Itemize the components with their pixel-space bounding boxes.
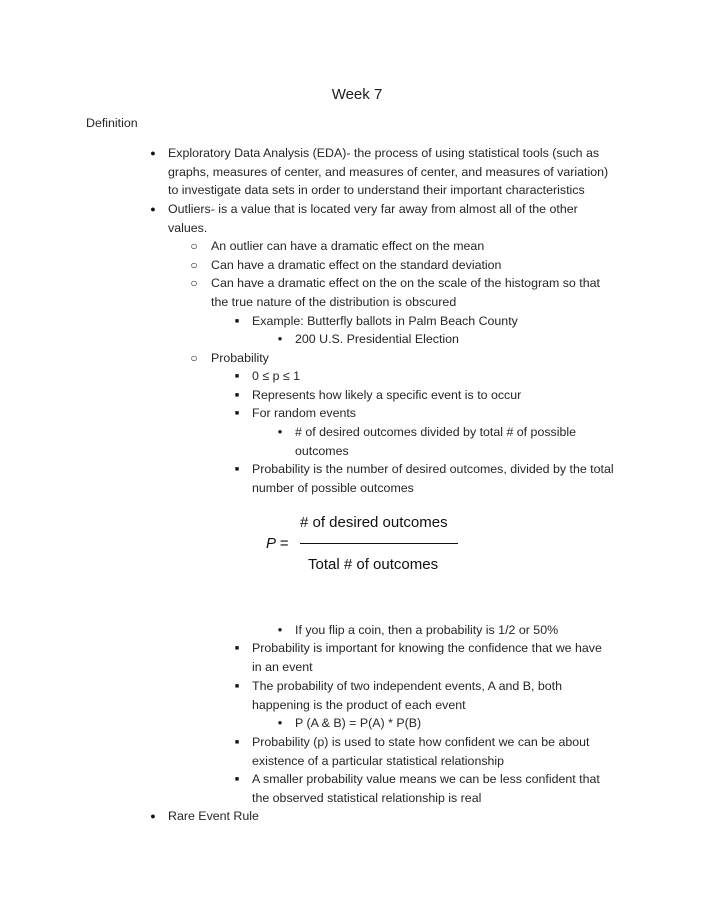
list-item-text: to investigate data sets in order to understand their important characteristics (168, 183, 585, 198)
list-item-pvalue (234, 733, 652, 770)
list-item-election (277, 330, 655, 349)
list-item-eda (150, 144, 638, 200)
list-item-text: P (A & B) = P(A) * P(B) (295, 716, 422, 730)
list-item-text: Rare Event Rule (168, 809, 259, 823)
formula-lhs: P = (266, 535, 289, 552)
list-item-coin (277, 621, 655, 640)
fraction-bar (300, 543, 458, 544)
list-item-outliers (150, 200, 638, 237)
list-item-random (234, 404, 652, 423)
list-item-text: the observed statistical relationship is real (252, 790, 482, 805)
list-item-rare-event (150, 807, 638, 826)
bullet-disc-icon: ● (150, 148, 156, 158)
list-item-example (234, 312, 652, 331)
list-item-desired (277, 423, 655, 460)
bullet-disc-icon: ● (277, 718, 283, 727)
bullet-square-icon: ■ (234, 392, 240, 399)
bullet-square-icon: ■ (234, 373, 240, 380)
list-item-text: Probability is important for knowing the confidence that we have (252, 641, 602, 655)
list-item-text: The probability of two independent events, A and B, both (252, 679, 562, 693)
list-item-text: Outliers- is a value that is located very far away from almost all of the other (168, 202, 578, 216)
list-item-independent (234, 677, 652, 714)
bullet-circle-icon: ○ (190, 258, 198, 272)
list-item-text: values. (168, 220, 208, 235)
list-item-text: number of possible outcomes (252, 480, 414, 495)
list-item-confidence (234, 639, 652, 676)
page-title: Week 7 (331, 86, 383, 103)
formula-denominator: Total # of outcomes (308, 556, 439, 573)
bullet-circle-icon: ○ (190, 239, 198, 253)
list-item-text: 200 U.S. Presidential Election (295, 332, 459, 346)
list-item-text: Represents how likely a specific event is to occur (252, 388, 522, 402)
bullet-square-icon: ■ (234, 776, 240, 783)
list-item-text: happening is the product of each event (252, 697, 466, 712)
list-item-text: Probability (211, 351, 269, 365)
bullet-square-icon: ■ (234, 466, 240, 473)
bullet-disc-icon: ● (277, 427, 283, 436)
list-item-represents (234, 386, 652, 405)
list-item-text: Probability (p) is used to state how confident we can be about (252, 735, 590, 749)
list-item-text: Can have a dramatic effect on the on the scale of the histogram so that (211, 276, 600, 290)
list-item-text: Can have a dramatic effect on the standard deviation (211, 258, 502, 272)
list-item-outlier-mean (190, 237, 651, 256)
formula-numerator: # of desired outcomes (300, 514, 448, 531)
bullet-disc-icon: ● (277, 334, 283, 343)
bullet-square-icon: ■ (234, 739, 240, 746)
probability-formula (262, 510, 472, 580)
section-heading: Definition (86, 116, 138, 130)
list-item-text: 0 ≤ p ≤ 1 (252, 369, 301, 383)
list-item-text: Probability is the number of desired outcomes, divided by the total (252, 462, 614, 476)
bullet-disc-icon: ● (277, 625, 283, 634)
bullet-square-icon: ■ (234, 683, 240, 690)
list-item-product (277, 714, 655, 733)
list-item-prob-def (234, 460, 652, 497)
list-item-text: If you flip a coin, then a probability is 1/2 or 50% (295, 623, 559, 637)
list-item-text: Exploratory Data Analysis (EDA)- the process of using statistical tools (such as (168, 146, 600, 160)
list-item-smaller (234, 770, 652, 807)
list-item-text: A smaller probability value means we can be less confident that (252, 772, 600, 786)
bullet-square-icon: ■ (234, 645, 240, 652)
list-item-text: graphs, measures of center, and measures of center, and measures of variation) (168, 164, 609, 179)
list-item-text: # of desired outcomes divided by total # of possible (295, 425, 577, 439)
bullet-square-icon: ■ (234, 318, 240, 325)
list-item-outlier-sd (190, 256, 651, 275)
bullet-square-icon: ■ (234, 410, 240, 417)
list-item-text: Example: Butterfly ballots in Palm Beach County (252, 314, 518, 328)
list-item-text: existence of a particular statistical relationship (252, 753, 505, 768)
list-item-probability (190, 349, 651, 368)
bullet-disc-icon: ● (150, 811, 156, 821)
list-item-text: For random events (252, 406, 356, 420)
list-item-text: in an event (252, 659, 313, 674)
list-item-text: An outlier can have a dramatic effect on the mean (211, 239, 485, 253)
bullet-disc-icon: ● (150, 204, 156, 214)
list-item-text: the true nature of the distribution is obscured (211, 294, 457, 309)
bullet-circle-icon: ○ (190, 276, 198, 290)
bullet-circle-icon: ○ (190, 351, 198, 365)
list-item-range (234, 367, 652, 386)
list-item-text: outcomes (295, 443, 349, 458)
list-item-outlier-hist (190, 274, 651, 311)
